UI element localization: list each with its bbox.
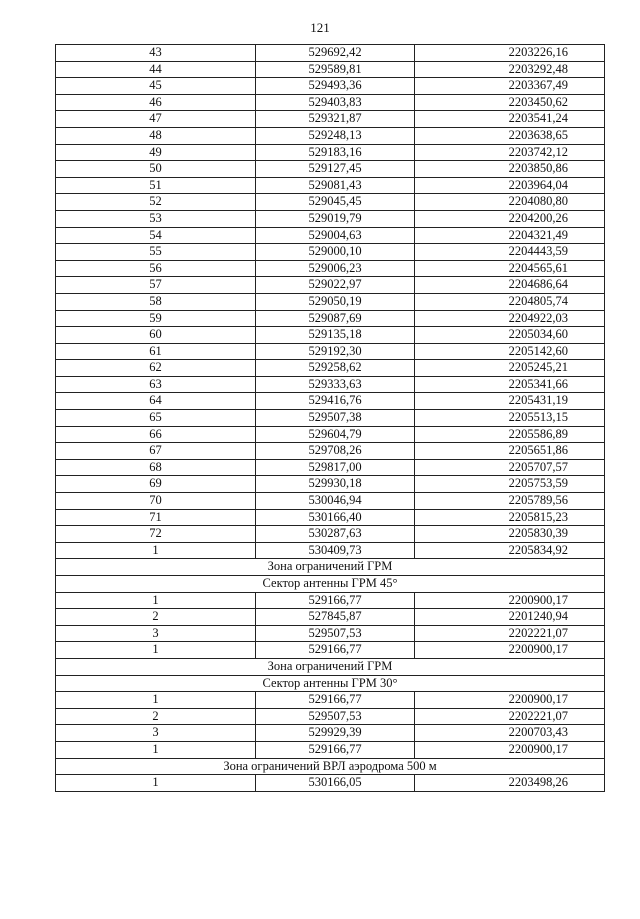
table-row bbox=[56, 775, 605, 792]
y-coordinate-cell: 2205789,56 bbox=[415, 493, 605, 510]
x-coordinate-cell: 530046,94 bbox=[256, 493, 415, 510]
y-coordinate-cell: 2205431,19 bbox=[415, 393, 605, 410]
x-coordinate-cell: 529507,53 bbox=[256, 708, 415, 725]
x-coordinate-cell: 529166,77 bbox=[256, 692, 415, 709]
table-row bbox=[56, 642, 605, 659]
point-number-cell: 64 bbox=[56, 393, 256, 410]
x-coordinate-cell: 529050,19 bbox=[256, 293, 415, 310]
table-row bbox=[56, 625, 605, 642]
table-row bbox=[56, 161, 605, 178]
y-coordinate-cell: 2200900,17 bbox=[415, 692, 605, 709]
y-coordinate-cell: 2205830,39 bbox=[415, 526, 605, 543]
table-row bbox=[56, 410, 605, 427]
coordinates-table-body bbox=[56, 45, 605, 792]
y-coordinate-cell: 2205707,57 bbox=[415, 459, 605, 476]
table-row bbox=[56, 327, 605, 344]
point-number-cell: 72 bbox=[56, 526, 256, 543]
x-coordinate-cell: 529817,00 bbox=[256, 459, 415, 476]
section-header-row bbox=[56, 576, 605, 593]
point-number-cell: 60 bbox=[56, 327, 256, 344]
x-coordinate-cell: 529000,10 bbox=[256, 244, 415, 261]
y-coordinate-cell: 2203226,16 bbox=[415, 45, 605, 62]
section-header: Зона ограничений ГРМ bbox=[56, 658, 605, 675]
y-coordinate-cell: 2205245,21 bbox=[415, 360, 605, 377]
x-coordinate-cell: 529493,36 bbox=[256, 78, 415, 95]
point-number-cell: 2 bbox=[56, 609, 256, 626]
x-coordinate-cell: 529166,77 bbox=[256, 592, 415, 609]
table-row bbox=[56, 277, 605, 294]
x-coordinate-cell: 529604,79 bbox=[256, 426, 415, 443]
coordinates-table bbox=[55, 44, 605, 792]
y-coordinate-cell: 2203541,24 bbox=[415, 111, 605, 128]
table-row bbox=[56, 111, 605, 128]
point-number-cell: 1 bbox=[56, 692, 256, 709]
y-coordinate-cell: 2205651,86 bbox=[415, 443, 605, 460]
y-coordinate-cell: 2203964,04 bbox=[415, 177, 605, 194]
y-coordinate-cell: 2205034,60 bbox=[415, 327, 605, 344]
point-number-cell: 56 bbox=[56, 260, 256, 277]
x-coordinate-cell: 529019,79 bbox=[256, 210, 415, 227]
y-coordinate-cell: 2204321,49 bbox=[415, 227, 605, 244]
x-coordinate-cell: 529081,43 bbox=[256, 177, 415, 194]
x-coordinate-cell: 530287,63 bbox=[256, 526, 415, 543]
table-row bbox=[56, 741, 605, 758]
y-coordinate-cell: 2204565,61 bbox=[415, 260, 605, 277]
point-number-cell: 59 bbox=[56, 310, 256, 327]
y-coordinate-cell: 2203850,86 bbox=[415, 161, 605, 178]
point-number-cell: 57 bbox=[56, 277, 256, 294]
table-row bbox=[56, 127, 605, 144]
x-coordinate-cell: 530409,73 bbox=[256, 542, 415, 559]
table-row bbox=[56, 260, 605, 277]
table-row bbox=[56, 459, 605, 476]
x-coordinate-cell: 529589,81 bbox=[256, 61, 415, 78]
point-number-cell: 54 bbox=[56, 227, 256, 244]
x-coordinate-cell: 529006,23 bbox=[256, 260, 415, 277]
table-row bbox=[56, 526, 605, 543]
point-number-cell: 55 bbox=[56, 244, 256, 261]
y-coordinate-cell: 2205513,15 bbox=[415, 410, 605, 427]
point-number-cell: 62 bbox=[56, 360, 256, 377]
point-number-cell: 53 bbox=[56, 210, 256, 227]
table-row bbox=[56, 609, 605, 626]
x-coordinate-cell: 529183,16 bbox=[256, 144, 415, 161]
x-coordinate-cell: 529135,18 bbox=[256, 327, 415, 344]
y-coordinate-cell: 2202221,07 bbox=[415, 625, 605, 642]
section-header-row bbox=[56, 658, 605, 675]
x-coordinate-cell: 529403,83 bbox=[256, 94, 415, 111]
point-number-cell: 58 bbox=[56, 293, 256, 310]
y-coordinate-cell: 2204443,59 bbox=[415, 244, 605, 261]
x-coordinate-cell: 529087,69 bbox=[256, 310, 415, 327]
table-row bbox=[56, 310, 605, 327]
section-header-row bbox=[56, 758, 605, 775]
x-coordinate-cell: 529507,38 bbox=[256, 410, 415, 427]
x-coordinate-cell: 529045,45 bbox=[256, 194, 415, 211]
point-number-cell: 71 bbox=[56, 509, 256, 526]
table-row bbox=[56, 194, 605, 211]
x-coordinate-cell: 529004,63 bbox=[256, 227, 415, 244]
table-row bbox=[56, 144, 605, 161]
point-number-cell: 1 bbox=[56, 642, 256, 659]
y-coordinate-cell: 2203367,49 bbox=[415, 78, 605, 95]
section-header-row bbox=[56, 675, 605, 692]
table-row bbox=[56, 61, 605, 78]
point-number-cell: 1 bbox=[56, 592, 256, 609]
point-number-cell: 50 bbox=[56, 161, 256, 178]
y-coordinate-cell: 2205834,92 bbox=[415, 542, 605, 559]
table-row bbox=[56, 443, 605, 460]
table-row bbox=[56, 708, 605, 725]
y-coordinate-cell: 2204805,74 bbox=[415, 293, 605, 310]
table-row bbox=[56, 592, 605, 609]
page-number: 121 bbox=[310, 20, 330, 35]
section-header-row bbox=[56, 559, 605, 576]
y-coordinate-cell: 2204922,03 bbox=[415, 310, 605, 327]
table-row bbox=[56, 343, 605, 360]
table-row bbox=[56, 725, 605, 742]
y-coordinate-cell: 2203498,26 bbox=[415, 775, 605, 792]
section-header: Зона ограничений ГРМ bbox=[56, 559, 605, 576]
point-number-cell: 70 bbox=[56, 493, 256, 510]
point-number-cell: 68 bbox=[56, 459, 256, 476]
table-row bbox=[56, 476, 605, 493]
table-row bbox=[56, 293, 605, 310]
section-header: Сектор антенны ГРМ 45° bbox=[56, 576, 605, 593]
y-coordinate-cell: 2205753,59 bbox=[415, 476, 605, 493]
table-row bbox=[56, 210, 605, 227]
x-coordinate-cell: 529166,77 bbox=[256, 741, 415, 758]
point-number-cell: 63 bbox=[56, 376, 256, 393]
y-coordinate-cell: 2201240,94 bbox=[415, 609, 605, 626]
point-number-cell: 51 bbox=[56, 177, 256, 194]
x-coordinate-cell: 529321,87 bbox=[256, 111, 415, 128]
y-coordinate-cell: 2200900,17 bbox=[415, 642, 605, 659]
table-row bbox=[56, 509, 605, 526]
table-row bbox=[56, 493, 605, 510]
point-number-cell: 45 bbox=[56, 78, 256, 95]
table-row bbox=[56, 426, 605, 443]
point-number-cell: 2 bbox=[56, 708, 256, 725]
x-coordinate-cell: 529258,62 bbox=[256, 360, 415, 377]
y-coordinate-cell: 2203638,65 bbox=[415, 127, 605, 144]
table-row bbox=[56, 78, 605, 95]
point-number-cell: 66 bbox=[56, 426, 256, 443]
x-coordinate-cell: 529127,45 bbox=[256, 161, 415, 178]
point-number-cell: 1 bbox=[56, 775, 256, 792]
point-number-cell: 65 bbox=[56, 410, 256, 427]
x-coordinate-cell: 529166,77 bbox=[256, 642, 415, 659]
y-coordinate-cell: 2202221,07 bbox=[415, 708, 605, 725]
point-number-cell: 61 bbox=[56, 343, 256, 360]
y-coordinate-cell: 2205586,89 bbox=[415, 426, 605, 443]
x-coordinate-cell: 529507,53 bbox=[256, 625, 415, 642]
section-header: Зона ограничений ВРЛ аэродрома 500 м bbox=[56, 758, 605, 775]
x-coordinate-cell: 529192,30 bbox=[256, 343, 415, 360]
x-coordinate-cell: 529248,13 bbox=[256, 127, 415, 144]
y-coordinate-cell: 2204686,64 bbox=[415, 277, 605, 294]
x-coordinate-cell: 529930,18 bbox=[256, 476, 415, 493]
point-number-cell: 44 bbox=[56, 61, 256, 78]
x-coordinate-cell: 527845,87 bbox=[256, 609, 415, 626]
x-coordinate-cell: 529022,97 bbox=[256, 277, 415, 294]
y-coordinate-cell: 2204080,80 bbox=[415, 194, 605, 211]
x-coordinate-cell: 529333,63 bbox=[256, 376, 415, 393]
point-number-cell: 52 bbox=[56, 194, 256, 211]
table-row bbox=[56, 692, 605, 709]
x-coordinate-cell: 529692,42 bbox=[256, 45, 415, 62]
point-number-cell: 67 bbox=[56, 443, 256, 460]
point-number-cell: 46 bbox=[56, 94, 256, 111]
point-number-cell: 48 bbox=[56, 127, 256, 144]
point-number-cell: 1 bbox=[56, 542, 256, 559]
table-row bbox=[56, 376, 605, 393]
table-row bbox=[56, 393, 605, 410]
table-row bbox=[56, 542, 605, 559]
point-number-cell: 43 bbox=[56, 45, 256, 62]
point-number-cell: 69 bbox=[56, 476, 256, 493]
y-coordinate-cell: 2205815,23 bbox=[415, 509, 605, 526]
point-number-cell: 49 bbox=[56, 144, 256, 161]
y-coordinate-cell: 2205142,60 bbox=[415, 343, 605, 360]
section-header: Сектор антенны ГРМ 30° bbox=[56, 675, 605, 692]
y-coordinate-cell: 2200900,17 bbox=[415, 741, 605, 758]
x-coordinate-cell: 529708,26 bbox=[256, 443, 415, 460]
x-coordinate-cell: 530166,40 bbox=[256, 509, 415, 526]
y-coordinate-cell: 2203742,12 bbox=[415, 144, 605, 161]
table-row bbox=[56, 227, 605, 244]
y-coordinate-cell: 2200900,17 bbox=[415, 592, 605, 609]
point-number-cell: 1 bbox=[56, 741, 256, 758]
x-coordinate-cell: 529416,76 bbox=[256, 393, 415, 410]
y-coordinate-cell: 2205341,66 bbox=[415, 376, 605, 393]
y-coordinate-cell: 2204200,26 bbox=[415, 210, 605, 227]
table-row bbox=[56, 244, 605, 261]
table-row bbox=[56, 177, 605, 194]
y-coordinate-cell: 2203450,62 bbox=[415, 94, 605, 111]
x-coordinate-cell: 529929,39 bbox=[256, 725, 415, 742]
x-coordinate-cell: 530166,05 bbox=[256, 775, 415, 792]
table-row bbox=[56, 94, 605, 111]
point-number-cell: 3 bbox=[56, 625, 256, 642]
table-row bbox=[56, 360, 605, 377]
table-row bbox=[56, 45, 605, 62]
point-number-cell: 3 bbox=[56, 725, 256, 742]
point-number-cell: 47 bbox=[56, 111, 256, 128]
y-coordinate-cell: 2203292,48 bbox=[415, 61, 605, 78]
y-coordinate-cell: 2200703,43 bbox=[415, 725, 605, 742]
